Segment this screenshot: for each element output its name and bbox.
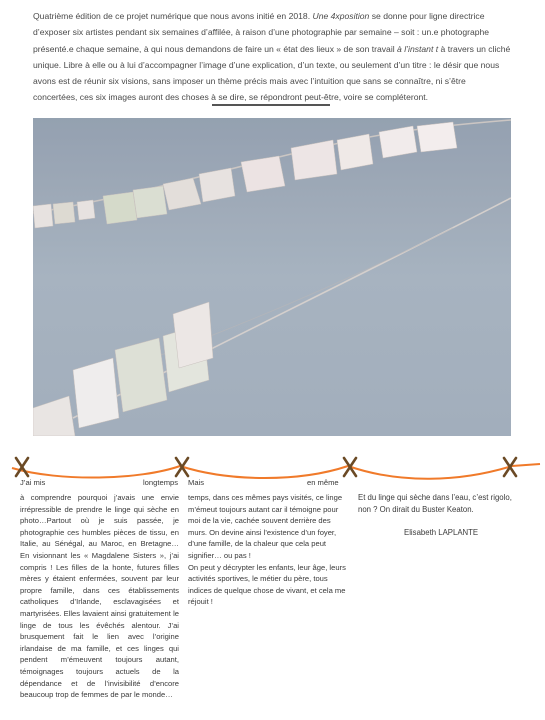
- intro-emphasis-instant: à l’instant t: [397, 43, 439, 54]
- text-column-1: [20, 480, 179, 701]
- section-divider: [212, 104, 330, 106]
- intro-paragraph: [33, 8, 511, 106]
- column-2-text-b: On peut y décrypter les enfants, leur âge, leurs activités sportives, le métier du père, tous indices de quelque chose de vivant, et cela me réjouit !: [188, 562, 346, 607]
- clothespin-icon: [16, 458, 28, 476]
- intro-text-1: Quatrième édition de ce projet numérique que nous avons initié en 2018.: [33, 11, 313, 21]
- col1-heading-fragment-2: longtemps: [143, 478, 179, 487]
- column-1-text: à comprendre pourquoi j’avais une envie irrépressible de prendre le linge qui sèche en photo…Partout où je suis passée, je photographie ces humbles pièces de tissu, en Italie, au Sénégal, au Maroc, en Bretagne… En visionnant les « Magdalene Sisters », j’ai compris ! Les filles de la honte, futures filles mères y étaient enfermées, souvent par leur propre famille, dans ces établissements catholiques d’Irlande, esclavagisées et martyrisées. Elles lavaient ainsi gratuitement le linge de tous les évêchés alentour. J’ai brusquement fait le lien avec l’origine irlandaise de ma famille, et ces linges qui pendent m’émeuvent toujours autant, témoignages toujours actuels de la dépendance et de l’invisibilité d’encore beaucoup trop de femmes de par le monde…: [20, 493, 179, 700]
- text-column-2: [188, 480, 346, 608]
- column-2-text-a: temps, dans ces mêmes pays visités, ce linge m’émeut toujours autant car il témoigne pour moi de la vie, cachée souvent derrière des murs. On devine ainsi l’existence d’un foyer, d’une famille, de la chaleur que cela peut signifier… ou pas !: [188, 493, 343, 560]
- clothesline-rope: [12, 464, 540, 479]
- col2-heading-fragment: Mais: [188, 478, 205, 487]
- intro-text-3: à travers un cliché unique. Libre à elle ou à lui d’accompagner l’image d’une explication, d’un texte, ou seulement d’un titre : le désir que nous avons est de réunir six visions, sans imposer un thème précis mais avec l’intuition que sans se connaître, ni s’être concertées, ces six images auront des choses à se dire, se répondront peut-être, voire se compléteront.: [33, 43, 511, 103]
- intro-text-2: se donne pour ligne directrice d’exposer six artistes pendant six semaines d’affilée, à raison d’une photographie par semaine – soit : un.e photographe présenté.e chaque semaine, à qui nous demandons de faire un « état des lieux » de son travail: [33, 11, 490, 54]
- laundry-photo-illustration: [33, 118, 511, 436]
- intro-emphasis-title: Une 4xposition: [312, 11, 370, 21]
- author-signature: Elisabeth LAPLANTE: [404, 528, 479, 537]
- featured-photograph: [33, 118, 511, 436]
- column-3-text: Et du linge qui sèche dans l’eau, c’est rigolo, non ? On dirait du Buster Keaton.: [358, 493, 512, 514]
- col2-heading-fragment-2: en même: [307, 478, 339, 487]
- col1-heading-fragment: J’ai mis: [20, 478, 46, 487]
- text-column-3: [358, 480, 518, 539]
